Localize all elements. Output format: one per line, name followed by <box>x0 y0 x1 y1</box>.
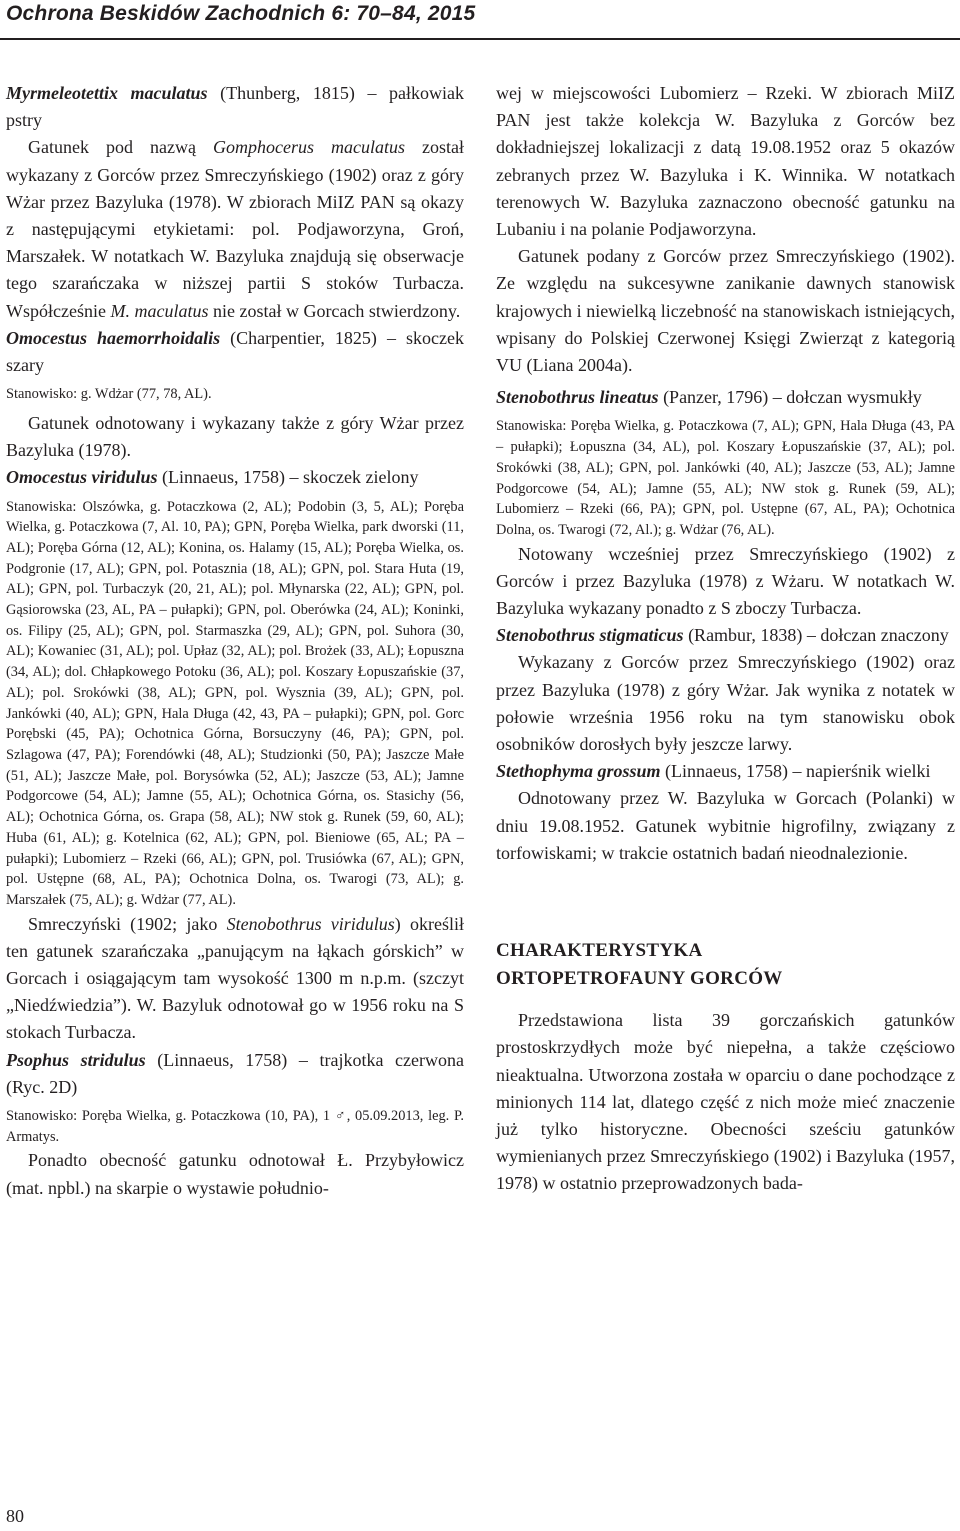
species-author-common-name: (Linnaeus, 1758) – napierśnik wielki <box>660 761 931 782</box>
species-heading <box>496 622 955 649</box>
paragraph: Przedstawiona lista 39 gorczańskich gatunków prostoskrzydłych może być niepełna, a także częściowo nieaktualna. Utworzona została w oparciu o dane pochodzące z minionych 114 lat, dlatego część z nich może mieć znaczenie już tylko historyczne. Obecności sześciu gatunków wymienianych przez Smreczyńskiego (1902) i Bazyluka (1957, 1978) w ostatnio przeprowadzonych bada- <box>496 1010 955 1194</box>
section-heading-line: CHARAKTERYSTYKA <box>496 940 703 962</box>
localities-list: Stanowiska: Olszówka, g. Potaczkowa (2, AL); Podobin (3, 5, AL); Poręba Wielka, g. Potaczkowa (7, Al. 10, PA); GPN, Poręba Wielka, park dworski (11, AL); Poręba Górna (12, AL); Konina, os. Halamy (15, AL); Poręba Wielka, os. Podgronie (17, AL); GPN, pol. Potasznia (18, AL); GPN, pol. Stara Huta (19, AL); GPN, pol. Turbaczyk (20, 21, AL); pol. Młynarska (22, AL); GPN, pol. Gąsiorowska (23, AL, PA – pułapki); GPN, pol. Oberówka (24, AL); Koninki, os. Filipy (25, AL); GPN, pol. Starmaszka (29, AL); GPN, pol. Suhora (30, AL); Kowaniec (31, AL); pol. Upłaz (32, AL); pol. Brożek (33, AL); Łopuszna (34, AL); dol. Chłapkowego Potoku (36, AL); pol. Koszary Łopuszańskie (37, AL); pol. Srokówki (38, AL); GPN, pol. Wysznia (39, AL); GPN, pol. Jankówki (40, AL); GPN, Hala Długa (42, 43, PA – pułapki); GPN, pol. Gorc Porębski (45, PA); Ochotnica Górna, Borsuczyny (46, PA); GPN, pol. Szlagowa (47, PA); Forendówki (48, AL); Studzionki (50, PA); Jaszcze Małe (51, AL); Jaszcze Małe, pol. Borysówka (52, AL); Jaszcze (53, AL); Jamne Podgorcowe (54, AL); Jamne (55, AL); Ochotnica Górna, os. Stasichy (56, AL); Ochotnica Górna, os. Grapa (58, AL); NW stok g. Runek (59, 60, AL); Huba (61, AL); g. Kotelnica (62, AL); GPN, pol. Bieniowe (65, AL; PA – pułapki); Lubomierz – Rzeki (66, AL); GPN, pol. Trusiówka (67, AL); GPN, pol. Ustępne (68, AL, PA); Ochotnica Dolna, os. Twarogi (73, AL); g. Marszałek (75, AL); g. Wdżar (77, AL). <box>6 498 464 908</box>
species-name: Omocestus viridulus <box>6 467 158 488</box>
left-column <box>6 80 464 1202</box>
species-author-common-name: (Linnaeus, 1758) – trajkotka czerwona (Ryc. 2D) <box>6 1049 464 1097</box>
text: nie został w Gorcach stwierdzony. <box>208 300 461 321</box>
text: został wykazany z Gorców przez Smreczyńskiego (1902) oraz z góry Wżar przez Bazyluka (1978). W zbiorach MiIZ PAN są okazy z następującymi etykietami: pol. Podjaworzyna, Groń, Marszałek. W notatkach W. Bazyluka znajdują się obserwacje tego szarańczaka w niższej partii S stoków Turbacza. Współcześnie <box>6 137 464 321</box>
section-heading <box>496 937 955 993</box>
paragraph: Ponadto obecność gatunku odnotował Ł. Przybyłowicz (mat. npbl.) na skarpie o wystawie południo- <box>6 1150 464 1198</box>
species-author-common-name: (Linnaeus, 1758) – skoczek zielony <box>157 467 419 488</box>
text: Smreczyński (1902; jako <box>28 913 227 934</box>
paragraph: Gatunek odnotowany i wykazany także z góry Wżar przez Bazyluka (1978). <box>6 412 464 461</box>
species-heading <box>496 384 955 411</box>
paragraph: Wykazany z Gorców przez Smreczyńskiego (1902) oraz przez Bazyluka (1978) z góry Wżar. Jak wynika z notatek w połowie września 1956 roku na tym stanowisku obok osobników dorosłych były jeszcze larwy. <box>496 652 955 755</box>
species-author-common-name: (Charpentier, 1825) – skoczek szary <box>6 327 464 376</box>
species-heading <box>6 325 464 379</box>
species-name: Myrmeleotettix maculatus <box>6 83 208 103</box>
species-heading <box>6 464 464 491</box>
species-name-italic: M. maculatus <box>110 300 209 321</box>
section-heading-line: ORTOPETROFAUNY GORCÓW <box>496 968 783 990</box>
species-heading <box>496 758 955 785</box>
page-number: 80 <box>6 1506 24 1526</box>
header-rule <box>0 38 960 40</box>
localities-list: Stanowisko: g. Wdżar (77, 78, AL). <box>6 386 212 403</box>
paragraph: Notowany wcześniej przez Smreczyńskiego (1902) z Gorców i przez Bazyluka (1978) z Wżaru. W notatkach W. Bazyluka wykazany ponadto z S zboczy Turbacza. <box>496 543 955 619</box>
species-author-common-name: (Rambur, 1838) – dołczan znaczony <box>683 625 949 646</box>
species-name: Psophus stridulus <box>6 1049 146 1070</box>
paragraph <box>6 134 464 324</box>
paragraph: Odnotowany przez W. Bazyluka w Gorcach (Polanki) w dniu 19.08.1952. Gatunek wybitnie higrofilny, związany z torfowiskami; w trakcie ostatnich badań nieodnalezionie. <box>496 788 955 863</box>
species-author-common-name: (Panzer, 1796) – dołczan wysmukły <box>658 387 922 408</box>
paragraph <box>6 911 464 1047</box>
species-name: Omocestus haemorrhoidalis <box>6 327 221 348</box>
paragraph: wej w miejscowości Lubomierz – Rzeki. W zbiorach MiIZ PAN jest także kolekcja W. Bazyluka z Gorców bez dokładniejszej lokalizacji z datą 19.08.1952 oraz 5 okazów zebranych przez W. Bazyluka i K. Winnika. W notatkach terenowych W. Bazyluka zaznaczono obecność gatunku na Lubaniu i na polanie Podjaworzyna. <box>496 83 955 240</box>
localities-list: Stanowiska: Poręba Wielka, g. Potaczkowa (7, AL); GPN, Hala Długa (43, PA – pułapki); Łopuszna (34, AL), pol. Koszary Łopuszańskie (37, AL); pol. Srokówki (38, AL); GPN, pol. Jankówki (40, AL); Jaszcze (53, AL); Jamne Podgorcowe (54, AL); Jamne (55, AL); NW stok g. Runek (59, AL); Lubomierz – Rzeki (66, PA); GPN, pol. Ustępne (67, AL, PA); Ochotnica Dolna, os. Twarogi (72, Al.); g. Wdżar (76, AL). <box>496 418 955 538</box>
species-name: Stenobothrus stigmaticus <box>496 625 684 646</box>
species-name: Stenobothrus lineatus <box>496 387 659 408</box>
species-heading <box>6 80 464 134</box>
species-author-common-name: (Thunberg, 1815) – pałkowiak pstry <box>6 83 464 131</box>
text: ) określił ten gatunek szarańczaka „panującym na łąkach górskich” w Gorcach i osiągającym tam wysokość 1300 m n.p.m. (szczyt „Niedźwiedzia”). W. Bazyluk odnotował go w 1956 roku na S stokach Turbacza. <box>6 913 464 1043</box>
species-name: Stethophyma grossum <box>496 761 661 782</box>
species-heading <box>6 1047 464 1101</box>
paragraph: Gatunek podany z Gorców przez Smreczyńskiego (1902). Ze względu na sukcesywne zanikanie dawnych stanowisk krajowych i niewielką liczebność na stanowiskach istniejących, wpisany do Polskiej Czerwonej Księgi Zwierząt z kategorią VU (Liana 2004a). <box>496 246 955 376</box>
right-column <box>496 80 955 1198</box>
running-head: Ochrona Beskidów Zachodnich 6: 70–84, 2015 <box>6 2 476 25</box>
localities-list: Stanowisko: Poręba Wielka, g. Potaczkowa (10, PA), 1 ♂, 05.09.2013, leg. P. Armatys. <box>6 1108 464 1145</box>
text: Gatunek pod nazwą <box>28 137 213 158</box>
species-name-italic: Gomphocerus maculatus <box>212 137 405 158</box>
species-name-italic: Stenobothrus viridulus <box>226 913 395 934</box>
